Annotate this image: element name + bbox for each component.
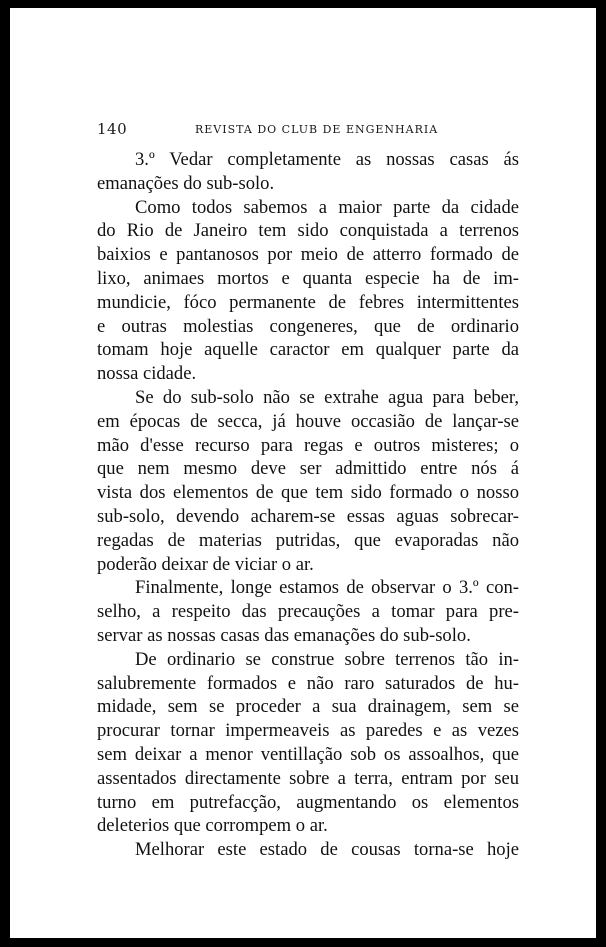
text-line: assentados directamente sobre a terra, entram por seu	[97, 767, 519, 789]
text-line: mundicie, fóco permanente de febres intermittentes	[97, 291, 519, 313]
page-number: 140	[97, 120, 128, 138]
text-line: do Rio de Janeiro tem sido conquistada a terrenos	[97, 220, 519, 242]
text-line: servar as nossas casas das emanações do sub-solo.	[97, 624, 471, 646]
text-line: De ordinario se construe sobre terrenos tão in-	[135, 648, 519, 670]
text-line: tomam hoje aquelle caractor em qualquer parte da	[97, 339, 519, 361]
text-line: nossa cidade.	[97, 363, 197, 385]
running-head	[97, 118, 519, 140]
body-text	[97, 148, 519, 862]
journal-title: REVISTA DO CLUB DE ENGENHARIA	[195, 123, 439, 136]
text-line: mão d'esse recurso para regas e outros misteres; o	[97, 434, 519, 456]
text-line: que nem mesmo deve ser admittido entre nós á	[97, 458, 519, 480]
text-line: baixios e pantanosos por meio de atterro formado de	[97, 244, 519, 266]
text-line: deleterios que corrompem o ar.	[97, 815, 328, 837]
text-line: selho, a respeito das precauções a tomar para pre-	[97, 601, 519, 623]
text-line: Melhorar este estado de cousas torna-se hoje	[135, 839, 519, 861]
text-line: midade, sem se proceder a sua drainagem, sem se	[97, 696, 519, 718]
text-line: salubremente formados e não raro saturados de hu-	[97, 672, 519, 694]
text-line: Se do sub-solo não se extrahe agua para beber,	[135, 386, 519, 408]
text-line: lixo, animaes mortos e quanta especie ha de im-	[97, 267, 519, 289]
text-line: Finalmente, longe estamos de observar o 3.º con-	[135, 577, 519, 599]
text-line: procurar tornar impermeaveis as paredes e as vezes	[97, 720, 519, 742]
text-line: vista dos elementos de que tem sido formado o nosso	[97, 482, 519, 504]
book-page	[10, 8, 596, 938]
text-line: sem deixar a menor ventillação sob os assoalhos, que	[97, 743, 519, 765]
text-line: em épocas de secca, já houve occasião de lançar-se	[97, 410, 519, 432]
text-line: turno em putrefacção, augmentando os elementos	[97, 791, 519, 813]
text-line: emanações do sub-solo.	[97, 172, 275, 194]
text-line: poderão deixar de viciar o ar.	[97, 553, 314, 575]
text-line: Como todos sabemos a maior parte da cidade	[135, 196, 519, 218]
text-line: e outras molestias congeneres, que de ordinario	[97, 315, 519, 337]
text-line: regadas de materias putridas, que evaporadas não	[97, 529, 519, 551]
text-line: sub-solo, devendo acharem-se essas aguas sobrecar-	[97, 505, 519, 527]
text-line: 3.º Vedar completamente as nossas casas ás	[135, 149, 519, 170]
